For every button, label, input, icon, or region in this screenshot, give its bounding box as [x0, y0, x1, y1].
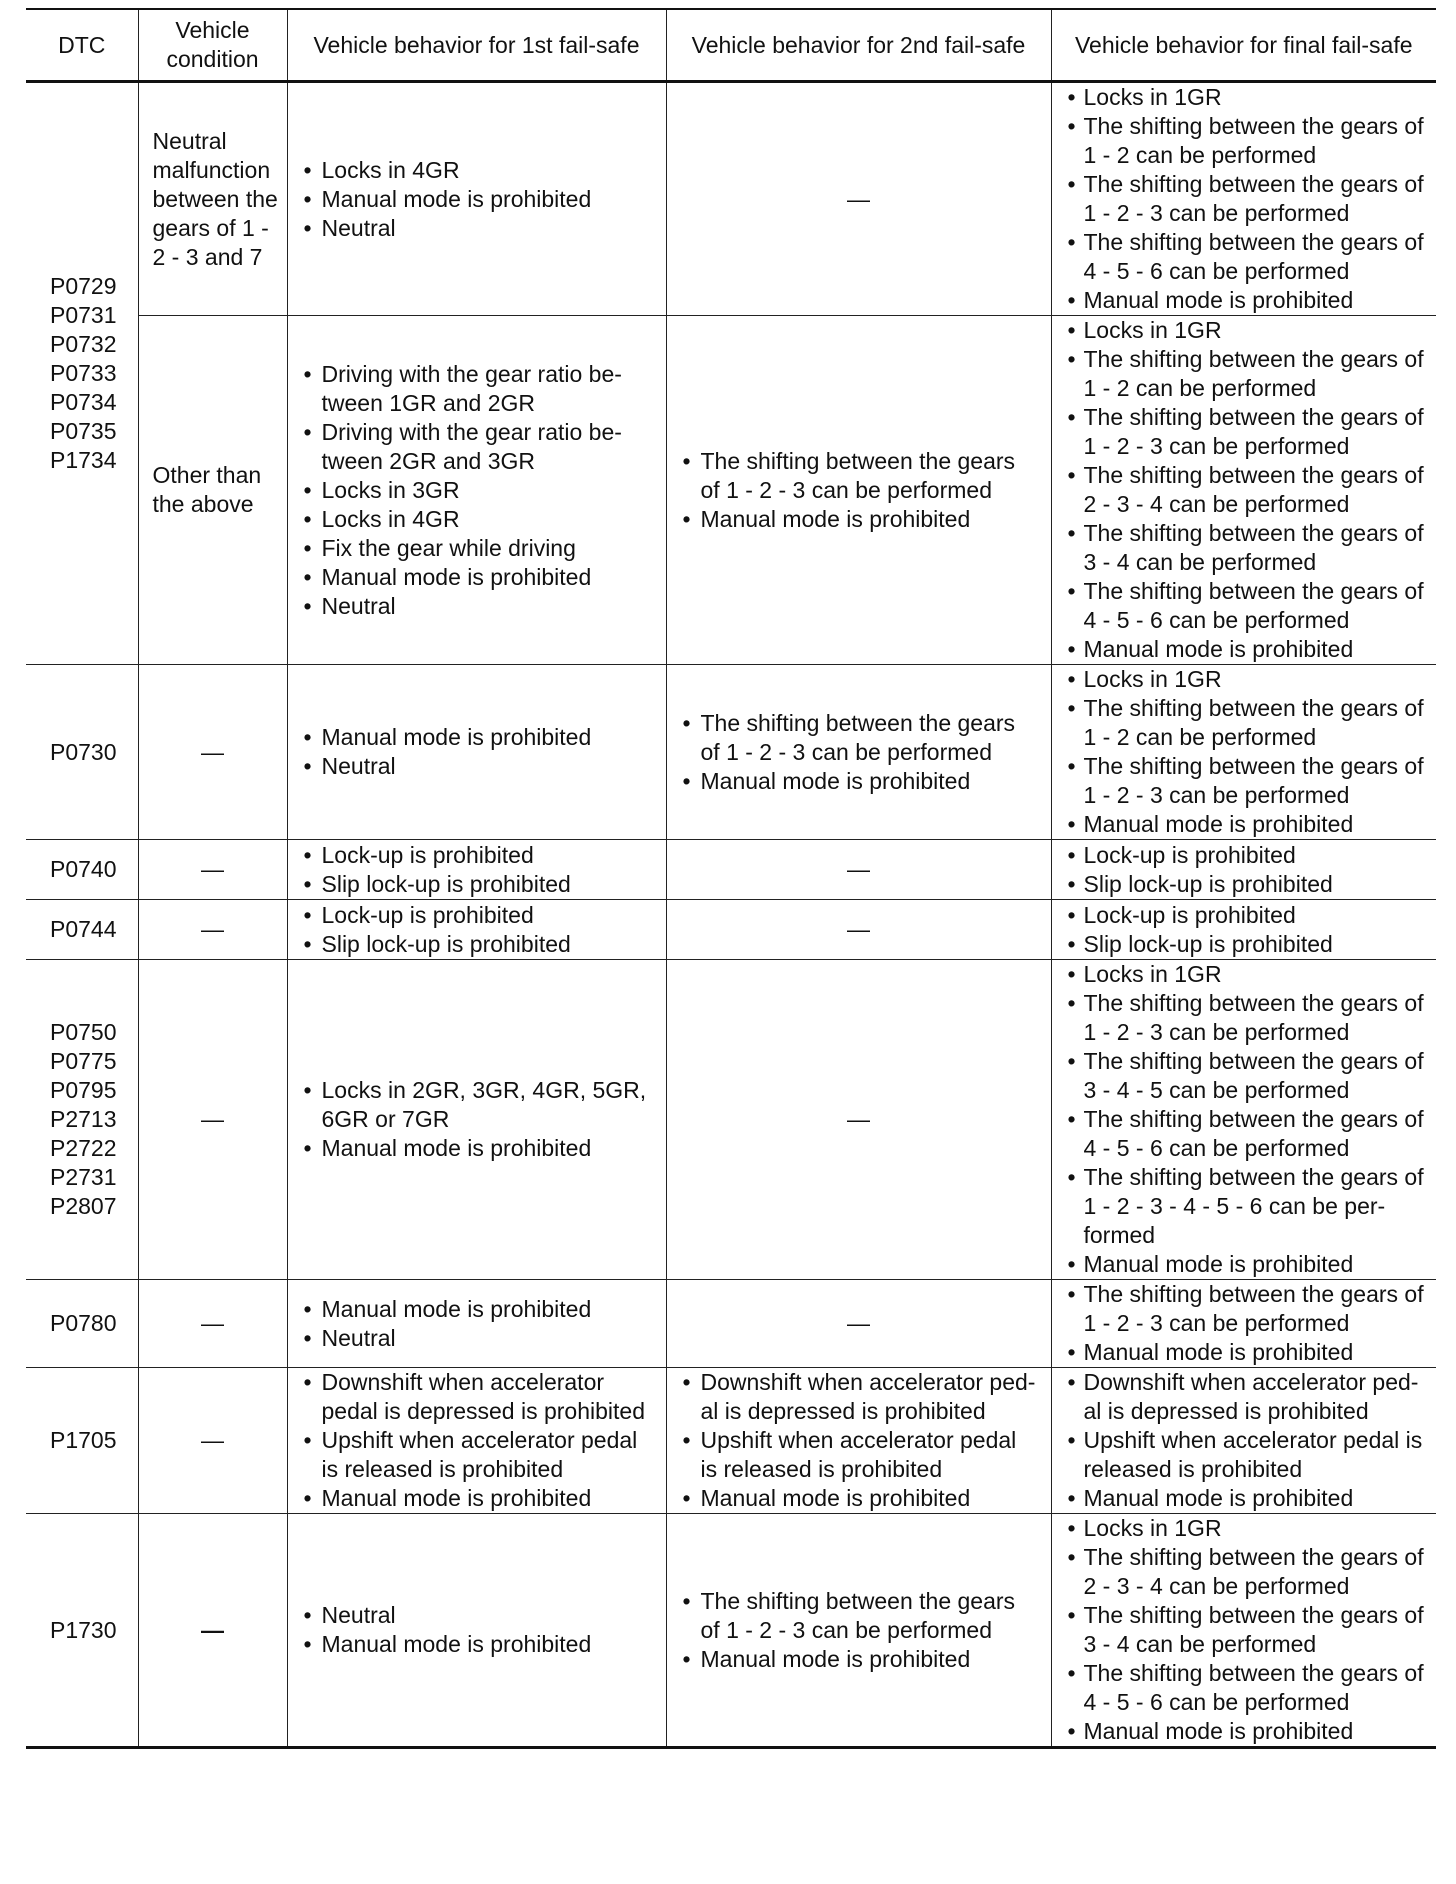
behavior-item: • Manual mode is prohibited	[1066, 1338, 1429, 1367]
behavior-item: • Driving with the gear ratio be-tween 1GR and 2GR	[302, 360, 652, 418]
behavior-item: • The shifting between the gears of 2 - 3 - 4 can be performed	[1066, 1543, 1429, 1601]
behavior-item: • The shifting between the gears of 1 - 2 can be performed	[1066, 694, 1429, 752]
behavior-item: • Downshift when accelerator ped-al is depressed is prohibited	[681, 1368, 1037, 1426]
behavior-item: • Locks in 1GR	[1066, 1514, 1429, 1543]
dtc-cell	[26, 82, 138, 665]
behavior-item: • The shifting between the gears of 3 - 4 - 5 can be performed	[1066, 1047, 1429, 1105]
behavior-item: • Slip lock-up is prohibited	[1066, 930, 1429, 959]
dtc-code: P0775	[50, 1048, 117, 1074]
header-second-fail-safe: Vehicle behavior for 2nd fail-safe	[666, 9, 1051, 82]
behavior-item: • Lock-up is prohibited	[1066, 841, 1429, 870]
header-row	[26, 9, 1436, 82]
behavior-item: • The shifting between the gears of 1 - 2 - 3 can be performed	[681, 447, 1037, 505]
dtc-cell	[26, 1280, 138, 1368]
behavior-item: • Locks in 3GR	[302, 476, 652, 505]
behavior-item: • The shifting between the gears of 4 - 5 - 6 can be performed	[1066, 577, 1429, 635]
table-row	[26, 316, 1436, 665]
behavior-item: • The shifting between the gears of 4 - 5 - 6 can be performed	[1066, 1105, 1429, 1163]
dtc-code: P0730	[50, 738, 117, 765]
first-fail-safe-cell	[287, 1514, 666, 1748]
dtc-code: P0740	[50, 856, 117, 882]
behavior-item: • Upshift when accelerator pedal is released is prohibited	[302, 1426, 660, 1484]
condition-cell: —	[138, 1514, 287, 1748]
dtc-code: P0734	[50, 389, 117, 415]
behavior-item: • Slip lock-up is prohibited	[1066, 870, 1429, 899]
condition-cell: —	[138, 665, 287, 840]
first-fail-safe-cell	[287, 665, 666, 840]
dtc-code: P0744	[50, 916, 117, 942]
behavior-item: • The shifting between the gears of 2 - 3 - 4 can be performed	[1066, 461, 1429, 519]
table-row	[26, 960, 1436, 1280]
final-fail-safe-cell	[1051, 1514, 1436, 1748]
behavior-item: • The shifting between the gears of 1 - 2 can be performed	[1066, 112, 1429, 170]
first-fail-safe-cell	[287, 1280, 666, 1368]
second-fail-safe-cell: —	[666, 840, 1051, 900]
dtc-code: P1734	[50, 447, 117, 473]
behavior-item: • The shifting between the gears of 1 - 2 - 3 can be performed	[681, 709, 1037, 767]
behavior-item: • Neutral	[302, 592, 652, 621]
behavior-item: • The shifting between the gears of 1 - 2 can be performed	[1066, 345, 1429, 403]
behavior-item: • Fix the gear while driving	[302, 534, 652, 563]
behavior-item: • Locks in 4GR	[302, 156, 652, 185]
condition-cell: Neutral malfunction between the gears of 1 - 2 - 3 and 7	[138, 82, 287, 316]
behavior-item: • Manual mode is prohibited	[302, 563, 652, 592]
table-row	[26, 1280, 1436, 1368]
behavior-item: • The shifting between the gears of 1 - 2 - 3 can be performed	[1066, 170, 1429, 228]
dtc-code: P2722	[50, 1135, 117, 1161]
table-row	[26, 82, 1436, 316]
condition-cell: —	[138, 1368, 287, 1514]
behavior-item: • Manual mode is prohibited	[1066, 1717, 1429, 1746]
dtc-cell	[26, 960, 138, 1280]
second-fail-safe-cell: —	[666, 1280, 1051, 1368]
dtc-cell	[26, 840, 138, 900]
behavior-item: • Manual mode is prohibited	[1066, 1250, 1429, 1279]
behavior-item: • The shifting between the gears of 1 - 2 - 3 can be performed	[681, 1587, 1037, 1645]
dtc-code: P2731	[50, 1164, 117, 1190]
second-fail-safe-cell	[666, 1368, 1051, 1514]
dtc-code: P0729	[50, 273, 117, 299]
dtc-code: P0750	[50, 1019, 117, 1045]
dtc-cell	[26, 1368, 138, 1514]
behavior-item: • Slip lock-up is prohibited	[302, 930, 652, 959]
header-first-fail-safe: Vehicle behavior for 1st fail-safe	[287, 9, 666, 82]
behavior-item: • Neutral	[302, 214, 652, 243]
second-fail-safe-cell: —	[666, 900, 1051, 960]
behavior-item: • Manual mode is prohibited	[1066, 1484, 1429, 1513]
header-dtc: DTC	[26, 9, 138, 82]
behavior-item: • Locks in 2GR, 3GR, 4GR, 5GR, 6GR or 7GR	[302, 1076, 652, 1134]
behavior-item: • Manual mode is prohibited	[302, 1295, 652, 1324]
dtc-code: P2807	[50, 1193, 117, 1219]
behavior-item: • Locks in 1GR	[1066, 960, 1429, 989]
behavior-item: • Upshift when accelerator pedal is released is prohibited	[681, 1426, 1037, 1484]
condition-cell: —	[138, 1280, 287, 1368]
table-row	[26, 1514, 1436, 1748]
behavior-item: • Manual mode is prohibited	[1066, 286, 1429, 315]
final-fail-safe-cell	[1051, 1368, 1436, 1514]
behavior-item: • Manual mode is prohibited	[1066, 810, 1429, 839]
condition-cell: —	[138, 900, 287, 960]
second-fail-safe-cell	[666, 1514, 1051, 1748]
dtc-cell	[26, 1514, 138, 1748]
dtc-code: P0731	[50, 302, 117, 328]
behavior-item: • Manual mode is prohibited	[302, 1484, 660, 1513]
behavior-item: • Driving with the gear ratio be-tween 2GR and 3GR	[302, 418, 652, 476]
first-fail-safe-cell	[287, 82, 666, 316]
second-fail-safe-cell	[666, 316, 1051, 665]
second-fail-safe-cell	[666, 665, 1051, 840]
behavior-item: • Manual mode is prohibited	[302, 1134, 652, 1163]
table-row	[26, 900, 1436, 960]
behavior-item: • The shifting between the gears of 3 - 4 can be performed	[1066, 519, 1429, 577]
behavior-item: • Downshift when accelerator pedal is depressed is prohibited	[302, 1368, 660, 1426]
behavior-item: • The shifting between the gears of 4 - 5 - 6 can be performed	[1066, 1659, 1429, 1717]
condition-cell: —	[138, 840, 287, 900]
behavior-item: • The shifting between the gears of 4 - 5 - 6 can be performed	[1066, 228, 1429, 286]
final-fail-safe-cell	[1051, 82, 1436, 316]
dtc-code: P1730	[50, 1616, 117, 1643]
first-fail-safe-cell	[287, 960, 666, 1280]
behavior-item: • Lock-up is prohibited	[302, 841, 652, 870]
behavior-item: • Manual mode is prohibited	[302, 723, 652, 752]
dtc-cell	[26, 900, 138, 960]
header-vehicle-condition: Vehicle condition	[138, 9, 287, 82]
behavior-item: • The shifting between the gears of 1 - 2 - 3 can be performed	[1066, 752, 1429, 810]
behavior-item: • Locks in 1GR	[1066, 665, 1429, 694]
dtc-code: P0732	[50, 331, 117, 357]
table-row	[26, 665, 1436, 840]
behavior-item: • Manual mode is prohibited	[302, 1630, 652, 1659]
behavior-item: • Neutral	[302, 1601, 652, 1630]
behavior-item: • Manual mode is prohibited	[1066, 635, 1429, 664]
dtc-code: P0733	[50, 360, 117, 386]
behavior-item: • Manual mode is prohibited	[681, 505, 1037, 534]
behavior-item: • Lock-up is prohibited	[302, 901, 652, 930]
behavior-item: • Locks in 1GR	[1066, 316, 1429, 345]
behavior-item: • Upshift when accelerator pedal is released is prohibited	[1066, 1426, 1429, 1484]
final-fail-safe-cell	[1051, 840, 1436, 900]
behavior-item: • Manual mode is prohibited	[681, 1484, 1037, 1513]
behavior-item: • Manual mode is prohibited	[681, 767, 1037, 796]
table-row	[26, 840, 1436, 900]
behavior-item: • Neutral	[302, 1324, 652, 1353]
first-fail-safe-cell	[287, 840, 666, 900]
final-fail-safe-cell	[1051, 900, 1436, 960]
second-fail-safe-cell	[666, 82, 1051, 316]
second-fail-safe-cell: —	[666, 960, 1051, 1280]
dtc-code: P0795	[50, 1077, 117, 1103]
dtc-code: P2713	[50, 1106, 117, 1132]
dtc-cell	[26, 665, 138, 840]
behavior-item: • Manual mode is prohibited	[302, 185, 652, 214]
behavior-item: • Downshift when accelerator ped-al is depressed is prohibited	[1066, 1368, 1429, 1426]
first-fail-safe-cell	[287, 316, 666, 665]
dtc-code: P0735	[50, 418, 117, 444]
behavior-item: • Manual mode is prohibited	[681, 1645, 1037, 1674]
behavior-item: • Locks in 4GR	[302, 505, 652, 534]
final-fail-safe-cell	[1051, 665, 1436, 840]
dtc-code: P0780	[50, 1310, 117, 1336]
behavior-item: • Neutral	[302, 752, 652, 781]
behavior-item: • Slip lock-up is prohibited	[302, 870, 652, 899]
condition-cell: —	[138, 960, 287, 1280]
behavior-item: • The shifting between the gears of 1 - 2 - 3 can be performed	[1066, 989, 1429, 1047]
behavior-item: • The shifting between the gears of 1 - 2 - 3 can be performed	[1066, 403, 1429, 461]
table-row	[26, 1368, 1436, 1514]
dtc-code: P1705	[50, 1427, 117, 1453]
behavior-item: • The shifting between the gears of 1 - 2 - 3 - 4 - 5 - 6 can be per-formed	[1066, 1163, 1429, 1250]
behavior-item: • Lock-up is prohibited	[1066, 901, 1429, 930]
first-fail-safe-cell	[287, 1368, 666, 1514]
condition-cell: Other than the above	[138, 316, 287, 665]
first-fail-safe-cell	[287, 900, 666, 960]
behavior-item: • Locks in 1GR	[1066, 83, 1429, 112]
final-fail-safe-cell	[1051, 1280, 1436, 1368]
behavior-item: • The shifting between the gears of 1 - 2 - 3 can be performed	[1066, 1280, 1429, 1338]
final-fail-safe-cell	[1051, 316, 1436, 665]
fail-safe-table	[26, 8, 1436, 1749]
behavior-item: • The shifting between the gears of 3 - 4 can be performed	[1066, 1601, 1429, 1659]
final-fail-safe-cell	[1051, 960, 1436, 1280]
no-entry-dash: —	[847, 185, 870, 212]
header-final-fail-safe: Vehicle behavior for final fail-safe	[1051, 9, 1436, 82]
